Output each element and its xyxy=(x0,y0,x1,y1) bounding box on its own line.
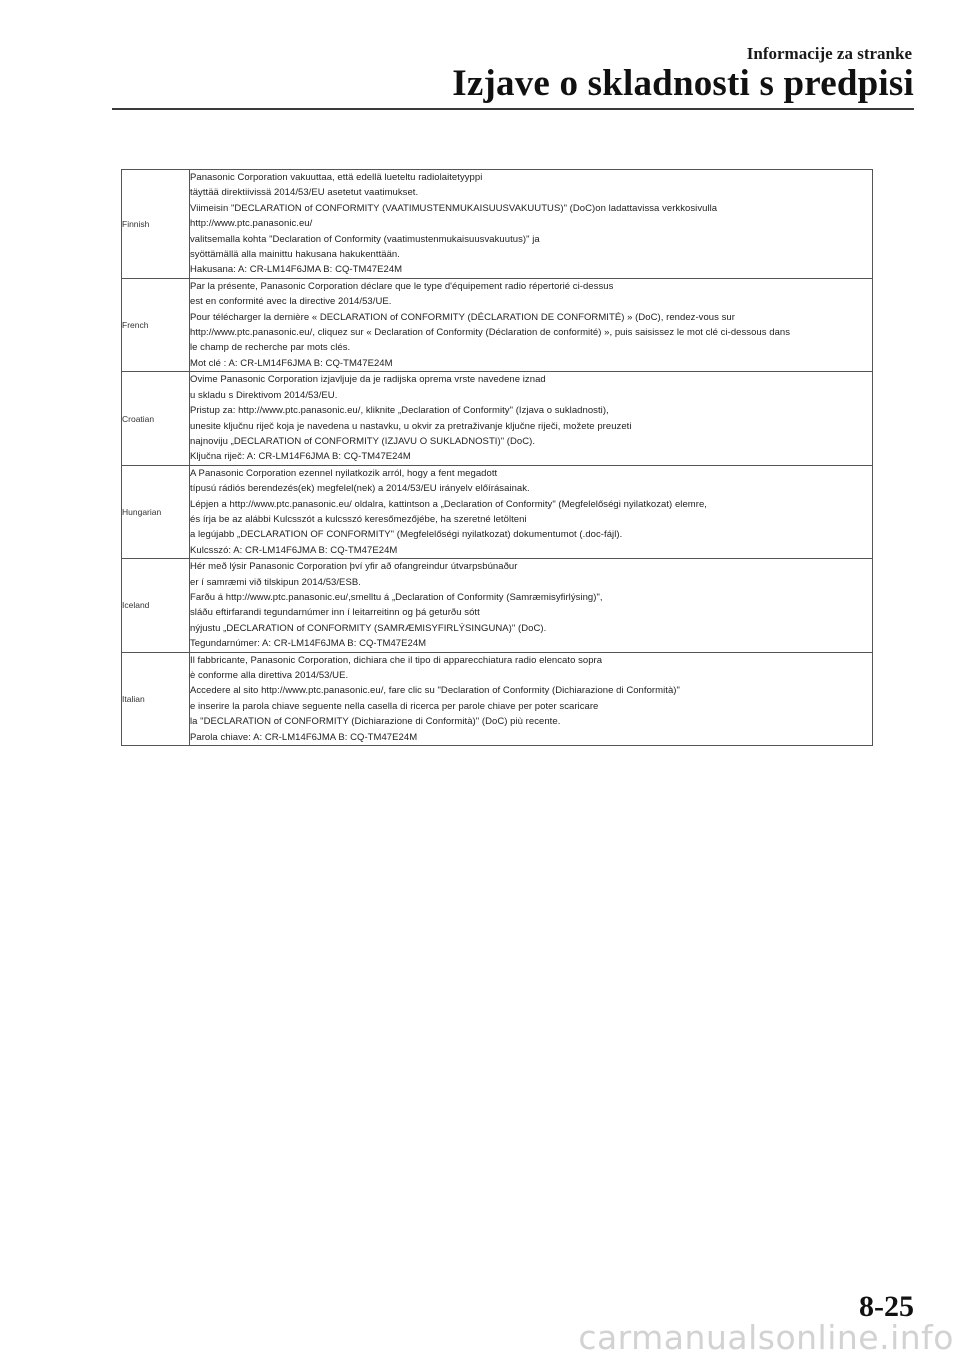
declaration-line: A Panasonic Corporation ezennel nyilatkozik arról, hogy a fent megadott xyxy=(190,467,498,479)
table-row xyxy=(122,559,873,652)
declaration-line: sláðu eftirfarandi tegundarnúmer inn í leitarreitinn og þá geturðu sótt xyxy=(190,607,480,619)
language-cell: Italian xyxy=(122,652,190,745)
declaration-line: Parola chiave: A: CR-LM14F6JMA B: CQ-TM47E24M xyxy=(190,731,418,743)
declaration-line: najnoviju „DECLARATION of CONFORMITY (IZJAVU O SUKLADNOSTI)" (DoC). xyxy=(190,435,536,447)
declaration-line: a legújabb „DECLARATION OF CONFORMITY" (Megfelelőségi nyilatkozat) dokumentumot (.doc-fájl). xyxy=(190,529,623,541)
declaration-line: er í samræmi við tilskipun 2014/53/ESB. xyxy=(190,576,361,588)
declaration-line: u skladu s Direktivom 2014/53/EU. xyxy=(190,389,338,401)
declaration-line: és írja be az alábbi Kulcsszót a kulcsszó keresőmezőjébe, ha szeretné letölteni xyxy=(190,513,527,525)
declaration-line: valitsemalla kohta "Declaration of Conformity (vaatimustenmukaisuusvakuutus)" ja xyxy=(190,233,540,245)
declaration-line: est en conformité avec la directive 2014/53/UE. xyxy=(190,296,392,308)
declaration-line: Pour télécharger la dernière « DECLARATION of CONFORMITY (DÉCLARATION DE CONFORMITÉ) » (DoC), rendez-vous sur xyxy=(190,311,735,323)
declaration-line: Par la présente, Panasonic Corporation déclare que le type d'équipement radio répertorié ci-dessus xyxy=(190,280,614,292)
declaration-line: nýjustu „DECLARATION of CONFORMITY (SAMRÆMISYFIRLÝSINGUNA)" (DoC). xyxy=(190,622,547,634)
declaration-line: le champ de recherche par mots clés. xyxy=(190,342,351,354)
language-cell: Iceland xyxy=(122,559,190,652)
language-cell: Croatian xyxy=(122,372,190,465)
declaration-text-cell xyxy=(190,559,873,652)
table-row xyxy=(122,278,873,371)
declaration-line: Ključna riječ: A: CR-LM14F6JMA B: CQ-TM47E24M xyxy=(190,451,411,463)
declaration-line: Mot clé : A: CR-LM14F6JMA B: CQ-TM47E24M xyxy=(190,357,393,369)
language-cell: Hungarian xyxy=(122,465,190,558)
declaration-line: Ovime Panasonic Corporation izjavljuje da je radijska oprema vrste navedene iznad xyxy=(190,374,546,386)
header-rule xyxy=(112,108,914,110)
declaration-line: http://www.ptc.panasonic.eu/ xyxy=(190,218,313,230)
declaration-text-cell xyxy=(190,652,873,745)
page-title: Izjave o skladnosti s predpisi xyxy=(452,63,914,104)
declaration-line: Il fabbricante, Panasonic Corporation, dichiara che il tipo di apparecchiatura radio elencato sopra xyxy=(190,654,603,666)
declaration-line: http://www.ptc.panasonic.eu/, cliquez sur « Declaration of Conformity (Déclaration de conformité) », puis saisissez le mot clé ci-dessous dans xyxy=(190,327,791,339)
declaration-line: Tegundarnúmer: A: CR-LM14F6JMA B: CQ-TM47E24M xyxy=(190,638,427,650)
table-row xyxy=(122,652,873,745)
declaration-line: è conforme alla direttiva 2014/53/UE. xyxy=(190,670,349,681)
declaration-line: Farðu á http://www.ptc.panasonic.eu/,smelltu á „Declaration of Conformity (Samræmisyfirlýsing)", xyxy=(190,591,603,603)
language-cell: French xyxy=(122,278,190,371)
declaration-text-cell xyxy=(190,278,873,371)
language-cell: Finnish xyxy=(122,170,190,279)
section-label: Informacije za stranke xyxy=(746,44,912,63)
declaration-line: la "DECLARATION of CONFORMITY (Dichiarazione di Conformità)" (DoC) più recente. xyxy=(190,716,561,728)
declaration-table xyxy=(121,169,873,746)
declaration-line: e inserire la parola chiave seguente nella casella di ricerca per parole chiave per poter scaricare xyxy=(190,700,599,712)
declaration-line: Accedere al sito http://www.ptc.panasonic.eu/, fare clic su "Declaration of Conformity (Dichiarazione di Conformità)" xyxy=(190,685,680,697)
declaration-line: Panasonic Corporation vakuuttaa, että edellä lueteltu radiolaitetyyppi xyxy=(190,172,483,183)
declaration-line: unesite ključnu riječ koja je navedena u nastavku, u okvir za pretraživanje ključne riječi, možete preuzeti xyxy=(190,420,632,432)
declaration-line: Lépjen a http://www.ptc.panasonic.eu/ oldalra, kattintson a „Declaration of Conformity" (Megfelelőségi nyilatkozat) elemre, xyxy=(190,498,707,510)
declaration-line: Kulcsszó: A: CR-LM14F6JMA B: CQ-TM47E24M xyxy=(190,544,398,556)
declaration-line: Viimeisin "DECLARATION of CONFORMITY (VAATIMUSTENMUKAISUUSVAKUUTUS)" (DoC)on ladattavissa verkkosivulla xyxy=(190,202,718,214)
watermark: carmanualsonline.info xyxy=(578,1318,954,1357)
declaration-line: täyttää direktiivissä 2014/53/EU asetetut vaatimukset. xyxy=(190,187,419,199)
declaration-line: típusú rádiós berendezés(ek) megfelel(nek) a 2014/53/EU irányelv előírásainak. xyxy=(190,483,530,495)
declaration-line: syöttämällä alla mainittu hakusana hakukenttään. xyxy=(190,249,400,261)
declaration-line: Hér með lýsir Panasonic Corporation því yfir að ofangreindur útvarpsbúnaður xyxy=(190,561,518,573)
table-row xyxy=(122,465,873,558)
table-row xyxy=(122,170,873,279)
declaration-text-cell xyxy=(190,465,873,558)
declaration-line: Pristup za: http://www.ptc.panasonic.eu/, kliknite „Declaration of Conformity" (Izjava o sukladnosti), xyxy=(190,405,609,417)
declaration-text-cell xyxy=(190,372,873,465)
declaration-line: Hakusana: A: CR-LM14F6JMA B: CQ-TM47E24M xyxy=(190,264,403,276)
table-row xyxy=(122,372,873,465)
declaration-text-cell xyxy=(190,170,873,279)
page-number: 8-25 xyxy=(859,1290,914,1323)
